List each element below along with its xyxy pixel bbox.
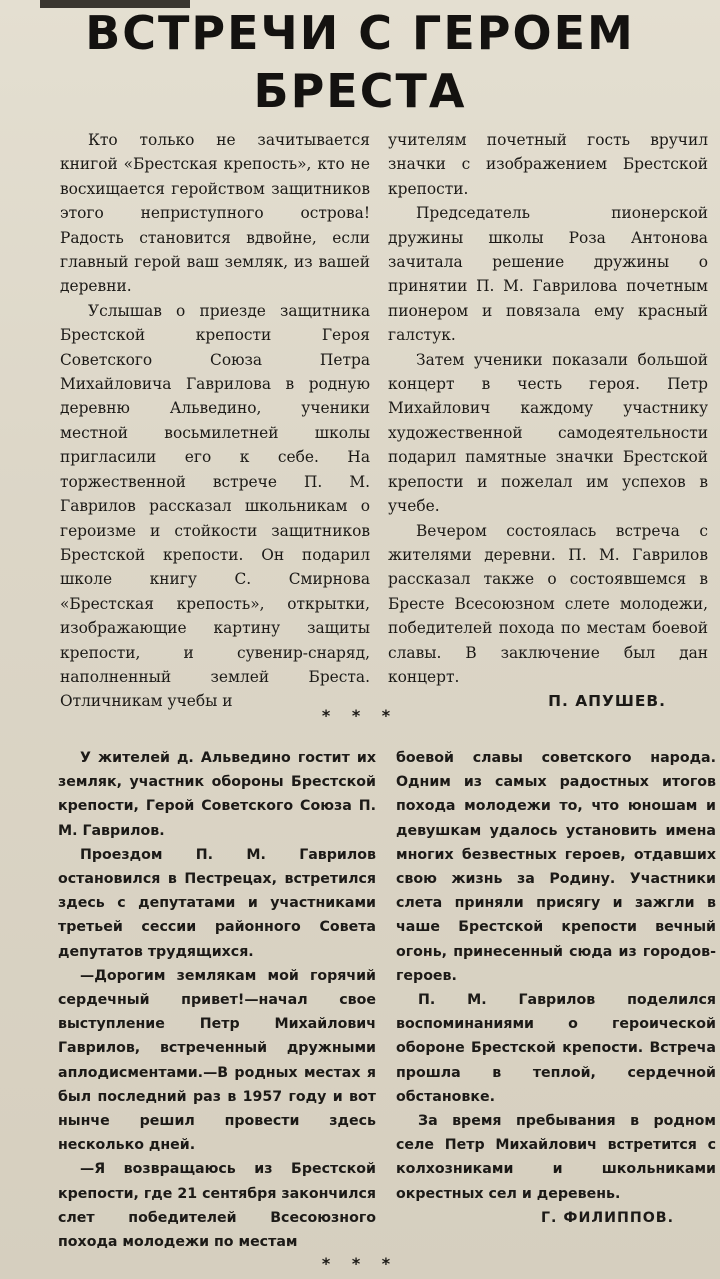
paragraph: Вечером состоялась встреча с жителями деревни. П. М. Гаврилов рассказал также о состоявшемся в Бресте Всесоюзном слете молодежи, победителей похода по местам боевой славы. В заключение был дан концерт. — [388, 521, 708, 686]
paragraph: За время пребывания в родном селе Петр Михайлович встретится с колхозниками и школьниками окрестных сел и деревень. — [396, 1113, 716, 1202]
section-separator-bottom: * * * — [321, 1254, 399, 1273]
article2-column-1 — [58, 746, 376, 1254]
author-signature: Г. ФИЛИППОВ. — [541, 1209, 674, 1226]
headline — [0, 4, 720, 120]
paragraph: учителям почетный гость вручил значки с изображением Брестской крепости. — [388, 131, 708, 198]
paragraph: Кто только не зачитывается книгой «Брестская крепость», кто не восхищается геройством защитников этого неприступного острова! Радость становится вдвойне, если главный герой ваш земляк, из вашей деревни. — [60, 131, 370, 296]
article1-column-1 — [60, 128, 370, 714]
paragraph: —Дорогим землякам мой горячий сердечный привет!—начал свое выступление Петр Михайлович Гаврилов, встреченный дружными аплодисментами.—В родных местах я был последний раз в 1957 году и вот нынче решил провести здесь несколько дней. — [58, 967, 376, 1154]
paragraph: боевой славы советского народа. Одним из самых радостных итогов похода молодежи то, что юношам и девушкам удалось установить имена многих безвестных героев, отдавших свою жизнь за Родину. Участники слета приняли присягу и зажгли в чаше Брестской крепости вечный огонь, принесенный сюда из городов-героев. — [396, 750, 716, 984]
paragraph: Затем ученики показали большой концерт в честь героя. Петр Михайлович каждому участнику художественной самодеятельности подарил памятные значки Брестской крепости и пожелал им успехов в учебе. — [388, 350, 708, 516]
paragraph: —Я возвращаюсь из Брестской крепости, где 21 сентября закончился слет победителей Всесоюзного похода молодежи по местам — [58, 1161, 376, 1251]
paragraph: Услышав о приезде защитника Брестской крепости Героя Советского Союза Петра Михайловича Гаврилова в родную деревню Альведино, ученики местной восьмилетней школы пригласили его к себе. На торжественной встрече П. М. Гаврилов рассказал школьникам о героизме и стойкости защитников Брестской крепости. Он подарил школе книгу С. Смирнова «Брестская крепость», открытки, изображающие картину защиты крепости, и сувенир-снаряд, наполненный землей Бреста. Отличникам учебы и — [60, 301, 370, 711]
article1-column-2 — [388, 128, 708, 714]
paragraph: У жителей д. Альведино гостит их земляк, участник обороны Брестской крепости, Герой Советского Союза П. М. Гаврилов. — [58, 750, 376, 839]
paragraph: Председатель пионерской дружины школы Роза Антонова зачитала решение дружины о принятии П. М. Гаврилова почетным пионером и повязала ему красный галстук. — [388, 204, 708, 345]
paragraph: Проездом П. М. Гаврилов остановился в Пестрецах, встретился здесь с депутатами и участниками третьей сессии районного Совета депутатов трудящихся. — [58, 846, 376, 960]
headline-line-1: ВСТРЕЧИ С ГЕРОЕМ — [85, 6, 635, 60]
author-signature: П. АПУШЕВ. — [548, 692, 666, 711]
section-separator: * * * — [321, 706, 399, 725]
headline-line-2: БРЕСТА — [253, 64, 467, 118]
paragraph: П. М. Гаврилов поделился воспоминаниями о героической обороне Брестской крепости. Встреча прошла в теплой, сердечной обстановке. — [396, 992, 716, 1105]
article2-column-2 — [396, 746, 716, 1230]
